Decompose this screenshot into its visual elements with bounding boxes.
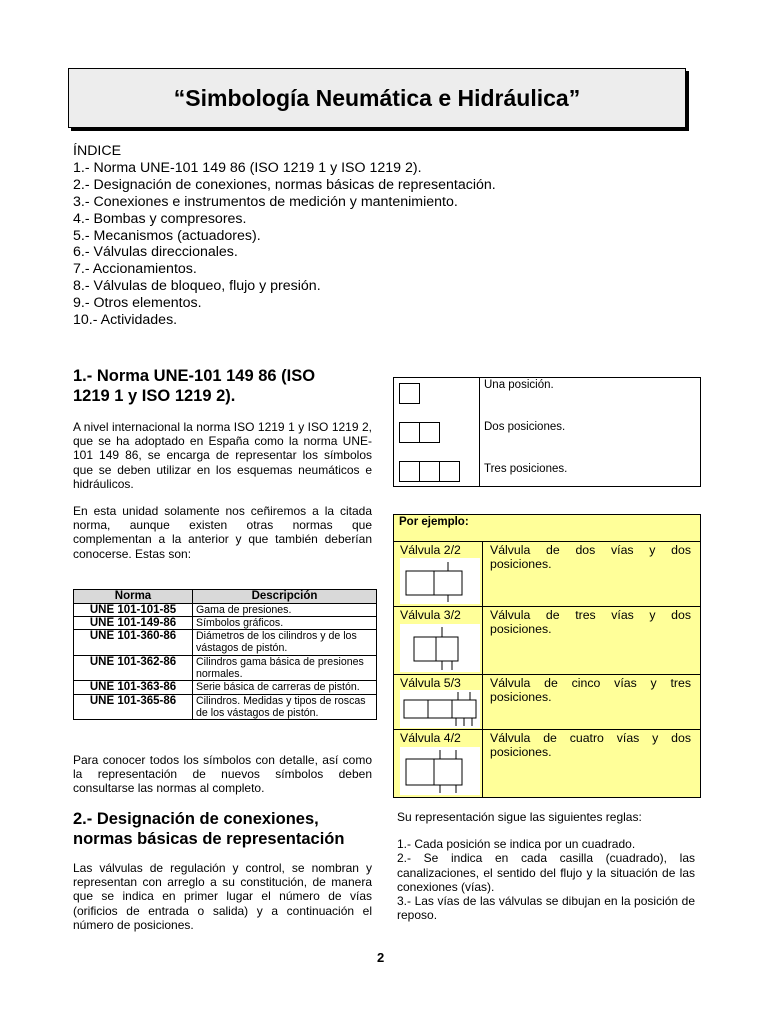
table-row: [74, 630, 377, 656]
section2-heading-line1: 2.- Designación de conexiones,: [73, 810, 319, 828]
index-item: 3.- Conexiones e instrumentos de medición y mantenimiento.: [73, 193, 458, 210]
index-item: 2.- Designación de conexiones, normas básicas de representación.: [73, 176, 496, 193]
section2-heading: [73, 809, 344, 849]
page-number: 2: [377, 950, 385, 965]
position-label: Tres posiciones.: [484, 463, 568, 475]
table-divider: [482, 542, 483, 607]
norma-table: [73, 589, 377, 720]
section1-paragraph-1: A nivel internacional la norma ISO 1219 1 y ISO 1219 2, que se ha adoptado en España como la norma UNE-101 149 86, se encarga de representar los símbolos que se deben utilizar en los esquemas neumáticos e hidráulicos.: [73, 420, 372, 491]
norma-desc: Diámetros de los cilindros y de los vástagos de pistón.: [193, 630, 377, 656]
index-item: 4.- Bombas y compresores.: [73, 210, 247, 227]
table-divider: [482, 730, 483, 798]
rule-item: 3.- Las vías de las válvulas se dibujan en la posición de reposo.: [397, 894, 695, 923]
section1-heading-line1: 1.- Norma UNE-101 149 86 (ISO: [73, 367, 316, 385]
index-item: 1.- Norma UNE-101 149 86 (ISO 1219 1 y ISO 1219 2).: [73, 159, 422, 176]
norma-code: UNE 101-101-85: [74, 603, 193, 616]
rules-intro: Su representación sigue las siguientes reglas:: [397, 810, 642, 824]
index-item: 5.- Mecanismos (actuadores).: [73, 227, 261, 244]
column-header-norma: Norma: [74, 590, 193, 604]
valve-3-2-symbol: [400, 624, 480, 672]
table-row: [74, 616, 377, 629]
three-positions-symbol: [400, 461, 460, 482]
table-row: [394, 674, 700, 730]
section1-paragraph-3: Para conocer todos los símbolos con detalle, así como la representación de nuevos símbolos deben consultarse las normas al completo.: [73, 753, 372, 796]
page-title: “Simbología Neumática e Hidráulica”: [173, 84, 581, 111]
column-header-descripcion: Descripción: [193, 590, 377, 604]
norma-code: UNE 101-149-86: [74, 616, 193, 629]
valve-name: Válvula 5/3: [400, 676, 461, 690]
examples-heading: Por ejemplo:: [399, 516, 469, 528]
table-divider: [482, 675, 483, 730]
index-item: 10.- Actividades.: [73, 312, 178, 329]
section2-paragraph-1: Las válvulas de regulación y control, se nombran y representan con arreglo a su constitución, de manera que se indica en primer lugar el número de vías (orificios de entrada o salida) y a continuación el número de posiciones.: [73, 861, 372, 932]
valve-description: Válvula de dos vías y dos posiciones.: [490, 543, 691, 572]
norma-desc: Cilindros gama básica de presiones normales.: [193, 655, 377, 681]
valve-description: Válvula de tres vías y dos posiciones.: [490, 608, 691, 637]
table-divider: [479, 378, 480, 486]
rule-item: 2.- Se indica en cada casilla (cuadrado), las canalizaciones, el sentido del flujo y la situación de las conexiones (vías).: [397, 851, 695, 894]
valve-2-2-symbol: [400, 558, 480, 604]
position-label: Dos posiciones.: [484, 421, 566, 433]
section1-paragraph-2: En esta unidad solamente nos ceñiremos a la citada norma, aunque existen otras normas que complementan a la anterior y que también deberían conocerse. Estas son:: [73, 504, 372, 561]
positions-table: [393, 377, 701, 487]
rule-item: 1.- Cada posición se indica por un cuadrado.: [397, 837, 636, 852]
index-item: 8.- Válvulas de bloqueo, flujo y presión.: [73, 278, 321, 295]
examples-table: [393, 514, 701, 798]
norma-desc: Serie básica de carreras de pistón.: [193, 681, 377, 694]
section2-heading-line2: normas básicas de representación: [73, 830, 345, 848]
table-row: [74, 603, 377, 616]
index-item: 7.- Accionamientos.: [73, 261, 197, 278]
valve-5-3-symbol: [400, 690, 480, 728]
two-positions-symbol: [400, 422, 440, 443]
position-label: Una posición.: [484, 379, 554, 391]
index-heading: ÍNDICE: [73, 143, 122, 159]
section1-heading: [73, 366, 315, 406]
norma-desc: Gama de presiones.: [193, 603, 377, 616]
norma-code: UNE 101-363-86: [74, 681, 193, 694]
valve-description: Válvula de cinco vías y tres posiciones.: [490, 676, 691, 705]
valve-name: Válvula 2/2: [400, 543, 461, 557]
section1-heading-line2: 1219 1 y ISO 1219 2).: [73, 387, 236, 405]
valve-4-2-symbol: [400, 747, 480, 795]
valve-name: Válvula 4/2: [400, 731, 461, 745]
norma-code: UNE 101-360-86: [74, 630, 193, 656]
table-row: [74, 694, 377, 720]
table-row: [394, 606, 700, 675]
valve-name: Válvula 3/2: [400, 608, 461, 622]
norma-desc: Cilindros. Medidas y tipos de roscas de los vástagos de pistón.: [193, 694, 377, 720]
table-header-row: [74, 590, 377, 604]
table-divider: [482, 607, 483, 675]
rules-block: [397, 810, 695, 922]
valve-description: Válvula de cuatro vías y dos posiciones.: [490, 731, 691, 760]
index-list: [73, 143, 496, 329]
norma-desc: Símbolos gráficos.: [193, 616, 377, 629]
table-row: [74, 681, 377, 694]
table-row: [394, 729, 700, 798]
title-box: [68, 68, 686, 128]
norma-code: UNE 101-365-86: [74, 694, 193, 720]
one-position-symbol: [400, 383, 420, 404]
norma-code: UNE 101-362-86: [74, 655, 193, 681]
index-item: 6.- Válvulas direccionales.: [73, 244, 238, 261]
index-item: 9.- Otros elementos.: [73, 295, 202, 312]
table-row: [74, 655, 377, 681]
table-row: [394, 541, 700, 607]
